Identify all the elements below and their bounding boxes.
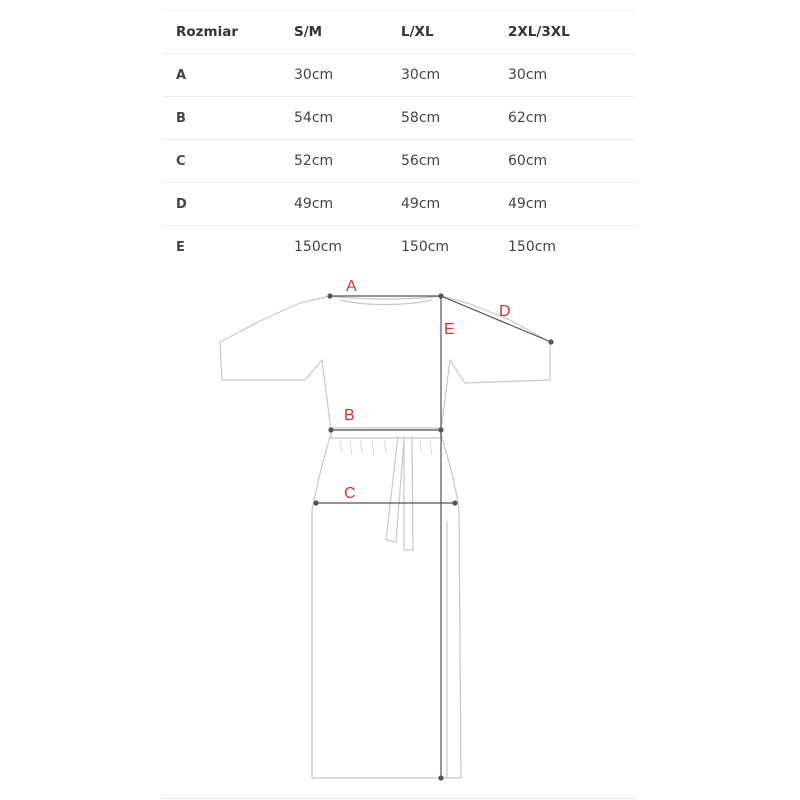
- table-row: [162, 96, 636, 139]
- header-sm: S/M: [294, 24, 323, 40]
- label-d: D: [499, 303, 511, 320]
- row-label: C: [176, 153, 186, 169]
- bottom-divider: [162, 798, 636, 799]
- table-cell: 30cm: [294, 67, 334, 83]
- header-lxl: L/XL: [401, 24, 434, 40]
- table-cell: 58cm: [401, 110, 441, 126]
- table-cell: 49cm: [508, 196, 548, 212]
- size-table: [162, 10, 636, 268]
- measure-dot: [439, 428, 443, 432]
- dress-measurement-diagram: [0, 262, 800, 800]
- table-cell: 150cm: [401, 239, 450, 255]
- label-b: B: [344, 407, 355, 424]
- label-e: E: [444, 321, 455, 338]
- dress-skirt-outline: [312, 434, 461, 778]
- table-cell: 150cm: [508, 239, 557, 255]
- table-cell: 62cm: [508, 110, 548, 126]
- neckline: [340, 300, 432, 305]
- table-cell: 54cm: [294, 110, 334, 126]
- table-row: [162, 139, 636, 182]
- header-2xl3xl: 2XL/3XL: [508, 24, 570, 40]
- measure-line-d: [441, 296, 551, 342]
- measure-dot: [453, 501, 457, 505]
- table-row: [162, 182, 636, 225]
- table-header-row: [162, 10, 636, 53]
- belt-tie-right: [404, 436, 413, 550]
- dress-outline: [220, 296, 550, 778]
- measurement-labels: [344, 278, 511, 502]
- row-label: E: [176, 239, 185, 255]
- table-row: [162, 53, 636, 96]
- measure-dot: [314, 501, 318, 505]
- table-cell: 56cm: [401, 153, 441, 169]
- measure-dot: [328, 294, 332, 298]
- measure-dot: [329, 428, 333, 432]
- belt-tie-left: [386, 436, 404, 542]
- table-cell: 49cm: [294, 196, 334, 212]
- measure-dot: [439, 776, 443, 780]
- table-cell: 30cm: [401, 67, 441, 83]
- gather-lines: [340, 440, 432, 456]
- table-cell: 30cm: [508, 67, 548, 83]
- table-cell: 49cm: [401, 196, 441, 212]
- label-a: A: [346, 278, 357, 295]
- table-cell: 52cm: [294, 153, 334, 169]
- label-c: C: [344, 485, 356, 502]
- row-label: B: [176, 110, 186, 126]
- measurement-lines: [314, 294, 553, 780]
- table-cell: 60cm: [508, 153, 548, 169]
- table-cell: 150cm: [294, 239, 343, 255]
- row-label: A: [176, 67, 187, 83]
- header-size: Rozmiar: [176, 24, 238, 40]
- row-label: D: [176, 196, 187, 212]
- measure-dot: [549, 340, 553, 344]
